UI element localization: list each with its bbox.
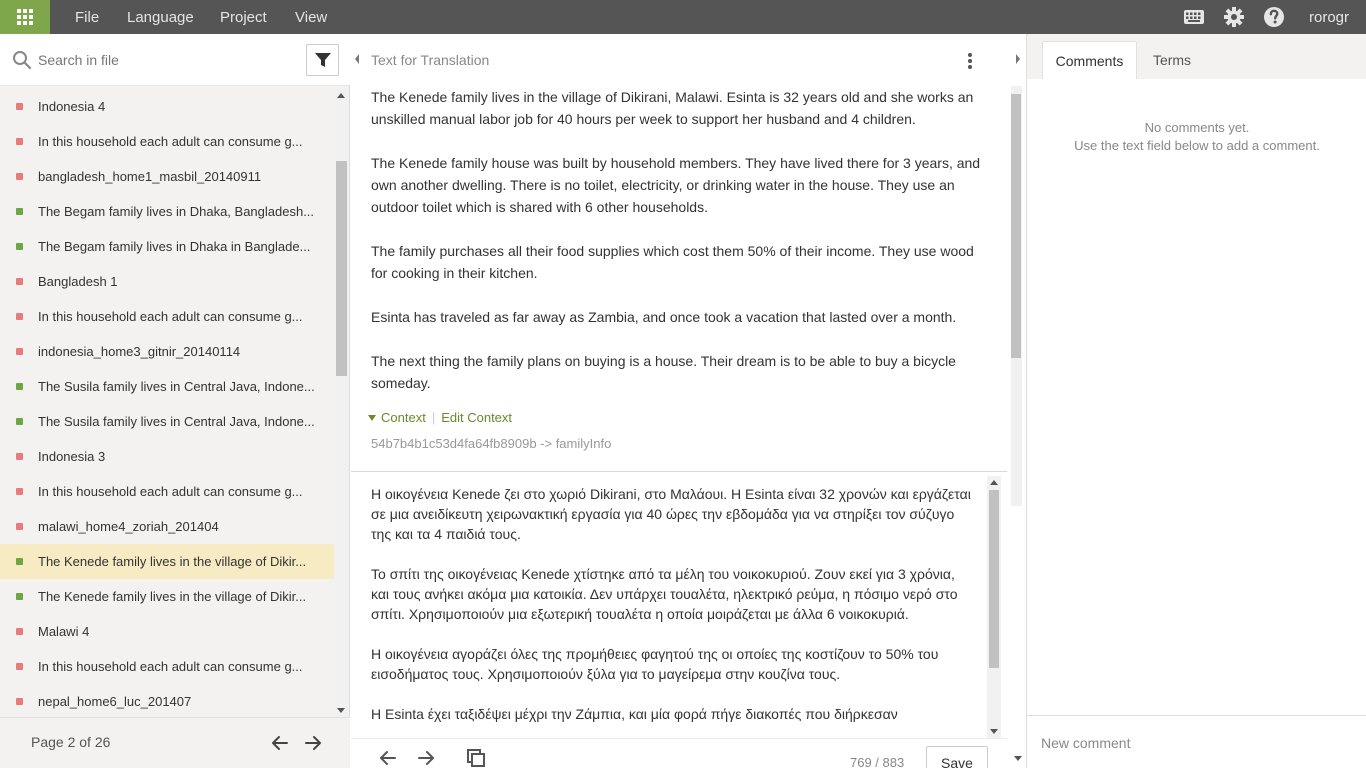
empty-comments-line1: No comments yet. xyxy=(1144,120,1250,135)
filter-icon xyxy=(314,51,332,69)
file-list-item[interactable] xyxy=(0,684,334,717)
collapse-right-panel-icon[interactable] xyxy=(1014,52,1022,66)
file-list-item-label: In this household each adult can consume g... xyxy=(38,484,303,499)
editor-scroll-down-icon[interactable] xyxy=(1014,756,1022,761)
keyboard-icon[interactable] xyxy=(1181,0,1207,34)
next-page-arrow-icon[interactable] xyxy=(301,731,325,755)
file-list-item[interactable] xyxy=(0,649,334,684)
file-list-item-label: Indonesia 4 xyxy=(38,99,106,114)
search-bar xyxy=(0,34,350,86)
file-list-item[interactable] xyxy=(0,299,334,334)
file-list-item[interactable] xyxy=(0,439,334,474)
next-segment-arrow-icon[interactable] xyxy=(415,747,437,768)
file-list-item-label: The Kenede family lives in the village of Dikir... xyxy=(38,554,307,569)
pagination xyxy=(0,717,350,768)
source-paragraph: The next thing the family plans on buying is a house. Their dream is to be able to buy a bicycle someday. xyxy=(371,353,956,391)
status-dot-icon xyxy=(16,278,23,285)
source-panel-title: Text for Translation xyxy=(371,52,490,68)
source-paragraph: The Kenede family house was built by household members. They have lived there for 3 years, and own another dwelling. There is no toilet, electricity, or drinking water in the house. They use an outdoor toilet which is shared with 6 other households. xyxy=(371,155,981,215)
caret-down-icon xyxy=(368,415,376,421)
source-scrollbar[interactable] xyxy=(1011,86,1022,506)
status-dot-icon xyxy=(16,593,23,600)
status-dot-icon xyxy=(16,383,23,390)
translation-paragraph: Το σπίτι της οικογένειας Kenede χτίστηκε από τα μέλη του νοικοκυριού. Ζουν εκεί για 3 χρόνια, και τους ανήκει ακόμα μια κατοικία. Δεν υπάρχει τουαλέτα, ηλεκτρικό ρεύμα, η πόσιμο νερό στο σπίτι. Χρησιμοποιούν μια εξωτερική τουαλέτα η οποία μοιράζεται με άλλα 6 νοικοκυριά. xyxy=(371,566,958,622)
translation-paragraph: Η οικογένεια Kenede ζει στο χωριό Dikirani, στο Μαλάουι. Η Esinta είναι 32 χρονών και εργάζεται σε μια ανειδίκευτη χειρωνακτική εργασία για 40 ώρες την εβδομάδα για να στηρίξει τον σύζυγο της και τα 4 παιδιά τους. xyxy=(371,486,971,542)
editor-divider xyxy=(351,471,1007,472)
previous-segment-arrow-icon[interactable] xyxy=(377,747,399,768)
prev-page-arrow-icon[interactable] xyxy=(268,731,292,755)
source-paragraph: The Kenede family lives in the village of Dikirani, Malawi. Esinta is 32 years old and she works an unskilled manual labor job for 40 hours per week to support her husband and 4 children. xyxy=(371,89,974,127)
file-list-item-label: In this household each adult can consume g... xyxy=(38,134,303,149)
file-list-item[interactable] xyxy=(0,544,334,579)
help-icon[interactable] xyxy=(1261,0,1287,34)
status-dot-icon xyxy=(16,523,23,530)
menu-language[interactable]: Language xyxy=(127,8,194,26)
status-dot-icon xyxy=(16,698,23,705)
translation-paragraph: Η Esinta έχει ταξιδέψει μέχρι την Ζάμπια, και μία φορά πήγε διακοπές που διήρκεσαν xyxy=(371,706,898,722)
file-list-item-label: In this household each adult can consume g... xyxy=(38,309,303,324)
status-dot-icon xyxy=(16,418,23,425)
user-menu[interactable]: rorogr xyxy=(1309,8,1350,26)
apps-grid-icon xyxy=(17,9,33,25)
file-list-item[interactable] xyxy=(0,369,334,404)
more-options-icon[interactable] xyxy=(963,51,977,71)
tab-terms[interactable]: Terms xyxy=(1152,52,1192,68)
file-list-scrollbar[interactable] xyxy=(334,89,349,717)
source-text xyxy=(371,86,991,394)
comments-panel xyxy=(1026,34,1366,768)
context-key: 54b7b4b1c53d4fa64fb8909b -> familyInfo xyxy=(371,436,612,451)
copy-source-icon[interactable] xyxy=(465,747,487,768)
file-list-item-label: Indonesia 3 xyxy=(38,449,106,464)
file-list-item[interactable] xyxy=(0,579,334,614)
status-dot-icon xyxy=(16,208,23,215)
search-input[interactable] xyxy=(38,47,283,73)
file-list-item[interactable] xyxy=(0,334,334,369)
new-comment-input[interactable] xyxy=(1041,730,1341,756)
file-list-item-label: malawi_home4_zoriah_201404 xyxy=(38,519,219,534)
menu-view[interactable]: View xyxy=(295,8,328,26)
file-list xyxy=(0,89,334,717)
file-list-item[interactable] xyxy=(0,124,334,159)
character-count: 769 / 883 xyxy=(850,755,905,768)
status-dot-icon xyxy=(16,663,23,670)
file-list-item[interactable] xyxy=(0,509,334,544)
status-dot-icon xyxy=(16,243,23,250)
context-label: Context xyxy=(381,410,426,425)
file-list-item[interactable] xyxy=(0,229,334,264)
source-paragraph: Esinta has traveled as far away as Zambia, and once took a vacation that lasted over a month. xyxy=(371,309,957,325)
context-row: Context | Edit Context xyxy=(368,410,512,425)
page-indicator: Page 2 of 26 xyxy=(31,734,111,750)
menu-project[interactable]: Project xyxy=(220,8,267,26)
file-list-item-label: bangladesh_home1_masbil_20140911 xyxy=(38,169,262,184)
status-dot-icon xyxy=(16,103,23,110)
file-list-item[interactable] xyxy=(0,264,334,299)
status-dot-icon xyxy=(16,453,23,460)
status-dot-icon xyxy=(16,558,23,565)
file-list-item[interactable] xyxy=(0,404,334,439)
translation-textarea[interactable] xyxy=(371,484,971,736)
apps-grid-button[interactable] xyxy=(0,0,50,34)
file-list-item-label: In this household each adult can consume g... xyxy=(38,659,303,674)
top-bar xyxy=(0,0,1366,34)
translation-paragraph: Η οικογένεια αγοράζει όλες της προμήθειες φαγητού της οι οποίες της κοστίζουν το 50% του εισοδήματος τους. Χρησιμοποιούν ξύλα για το μαγείρεμα στην κουζίνα τους. xyxy=(371,646,939,682)
file-list-item-label: indonesia_home3_gitnir_20140114 xyxy=(38,344,241,359)
translation-editor xyxy=(351,34,1025,768)
status-dot-icon xyxy=(16,628,23,635)
translation-scrollbar[interactable] xyxy=(987,476,1001,738)
file-list-item-label: Bangladesh 1 xyxy=(38,274,118,289)
file-sidebar xyxy=(0,34,350,768)
gear-icon[interactable] xyxy=(1221,0,1247,34)
status-dot-icon xyxy=(16,313,23,320)
file-list-item-label: Malawi 4 xyxy=(38,624,90,639)
status-dot-icon xyxy=(16,138,23,145)
status-dot-icon xyxy=(16,173,23,180)
file-list-item-label: The Susila family lives in Central Java, Indone... xyxy=(38,379,315,394)
filter-button[interactable] xyxy=(306,44,339,76)
file-list-item-label: nepal_home6_luc_201407 xyxy=(38,694,192,709)
source-paragraph: The family purchases all their food supplies which cost them 50% of their income. They use wood for cooking in their kitchen. xyxy=(371,243,974,281)
file-list-item[interactable] xyxy=(0,159,334,194)
editor-footer xyxy=(351,738,1007,768)
tab-comments[interactable]: Comments xyxy=(1042,41,1137,79)
file-list-item[interactable] xyxy=(0,194,334,229)
file-list-item[interactable] xyxy=(0,89,334,124)
context-toggle[interactable] xyxy=(368,410,426,425)
empty-comments-line2: Use the text field below to add a comment. xyxy=(1074,138,1320,153)
save-button[interactable]: Save xyxy=(926,746,988,768)
file-list-item-label: The Begam family lives in Dhaka, Bangladesh... xyxy=(38,204,315,219)
panel-tabs xyxy=(1027,34,1366,79)
collapse-left-panel-icon[interactable] xyxy=(353,52,361,66)
status-dot-icon xyxy=(16,348,23,355)
file-list-item-label: The Begam family lives in Dhaka in Banglade... xyxy=(38,239,311,254)
file-list-item-label: The Kenede family lives in the village of Dikir... xyxy=(38,589,307,604)
file-list-item[interactable] xyxy=(0,474,334,509)
menu-file[interactable]: File xyxy=(75,8,100,26)
status-dot-icon xyxy=(16,488,23,495)
file-list-item[interactable] xyxy=(0,614,334,649)
empty-comments-message xyxy=(1027,119,1366,155)
search-icon xyxy=(12,50,32,70)
file-list-item-label: The Susila family lives in Central Java, Indone... xyxy=(38,414,315,429)
edit-context-link[interactable]: Edit Context xyxy=(441,410,513,425)
comment-bar xyxy=(1027,715,1366,768)
